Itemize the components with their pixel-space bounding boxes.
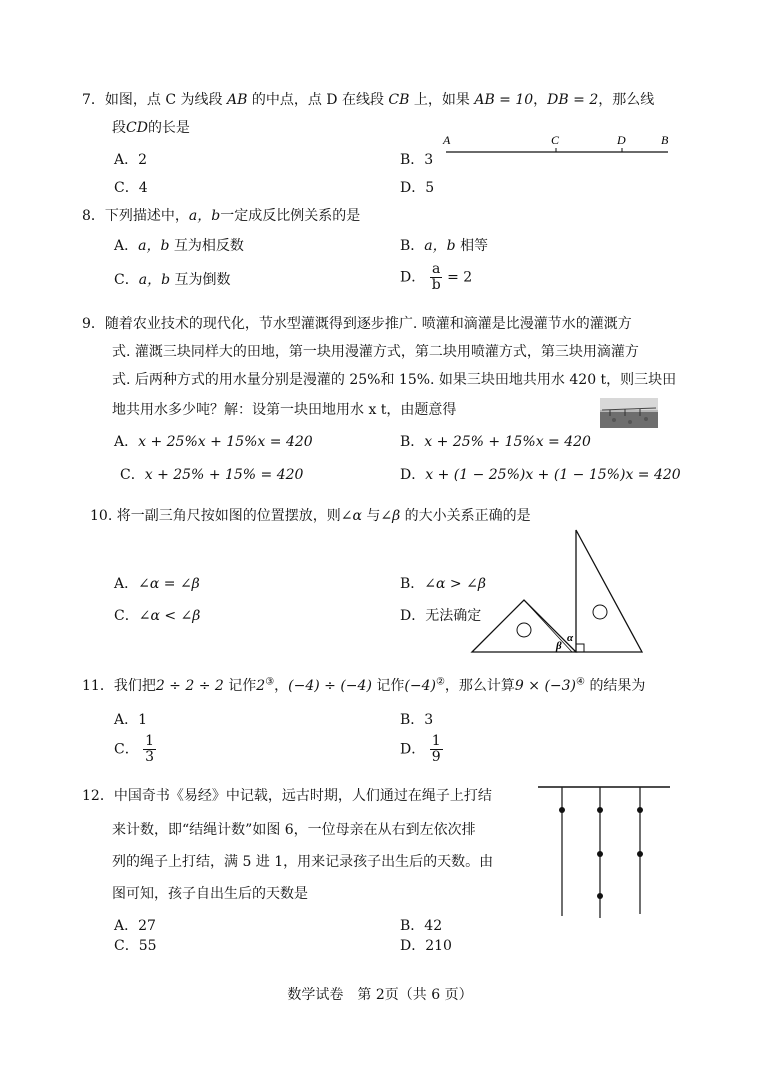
q7-point-b: B [661, 133, 669, 147]
q10-triangles-diagram [468, 526, 658, 656]
q7-cb: CB [388, 92, 410, 108]
q11-option-c [114, 734, 156, 765]
q7-point-d: D [617, 133, 626, 147]
q9-line3: 式. 后两种方式的用水量分别是漫灌的 25%和 15%. 如果三块田地共用水 420 t，则三块田 [112, 372, 677, 388]
q10-label: A． [114, 576, 139, 592]
q11-text: 的结果为 [589, 678, 646, 694]
q11-frac-den: 9 [431, 749, 441, 765]
q11-option-a: A．1 [114, 712, 148, 728]
knot-icon [637, 807, 643, 813]
q8-stem [82, 206, 360, 226]
q11-frac-den: 3 [145, 749, 155, 765]
q8-text: 相等 [460, 238, 489, 254]
q9-label: A． [114, 434, 139, 450]
q10-label: B． [400, 576, 425, 592]
q7-point-a: A [443, 133, 451, 147]
q9-line4: 地共用水多少吨？解：设第一块田地用水 x t，由题意得 [112, 402, 457, 418]
q8-text: 互为倒数 [174, 272, 231, 288]
q11-expr: (−4) [404, 678, 436, 694]
knot-icon [597, 893, 603, 899]
q8-label: B． [400, 238, 425, 254]
q8-text: 一定成反比例关系的是 [220, 208, 361, 224]
q11-sup: ② [435, 676, 445, 688]
q7-option-c: C．4 [114, 180, 148, 196]
q11-frac-num: 1 [431, 733, 441, 749]
q7-text: 上，如果 [413, 92, 470, 108]
q12-line1: 12．中国奇书《易经》中记载，远古时期，人们通过在绳子上打结 [82, 788, 492, 804]
q8-eq: = 2 [447, 269, 473, 286]
irrigation-photo [600, 398, 658, 428]
q11-sup: ④ [576, 676, 585, 688]
q11-expr: 9 × (−3) [514, 678, 577, 694]
q9-label: D． [400, 467, 426, 483]
q10-option-c [114, 606, 200, 626]
q11-sup: ③ [265, 676, 275, 688]
q11-fraction-d [430, 734, 443, 765]
q10-option-a [114, 574, 200, 594]
q7-segment-diagram [440, 132, 680, 162]
q11-label: C． [114, 741, 139, 758]
q7-text: 7．如图，点 C 为线段 [82, 92, 223, 108]
q7-eq1: AB = 10 [474, 92, 534, 108]
q11-expr: 2 ÷ 2 ÷ 2 [155, 678, 224, 694]
q7-option-b: B．3 [400, 152, 434, 168]
q12-option-c: C．55 [114, 938, 157, 954]
q10-option-d: D．无法确定 [400, 608, 482, 624]
q8-var: a，b [424, 238, 456, 254]
q7-option-a: A．2 [114, 152, 148, 168]
q9-option-b [400, 432, 591, 452]
q9-label: B． [400, 434, 425, 450]
q8-frac-den: b [431, 277, 441, 293]
q7-eq2: DB = 2 [547, 92, 599, 108]
page-footer: 数学试卷 第 2页（共 6 页） [287, 987, 473, 1003]
q9-line2: 式. 灌溉三块同样大的田地，第一块用漫灌方式，第二块用喷灌方式，第三块用滴灌方 [112, 344, 639, 360]
q8-option-c [114, 270, 230, 290]
q8-label: C． [114, 272, 139, 288]
knot-rope-diagram [536, 782, 672, 922]
q8-option-a [114, 236, 244, 256]
q11-text: 11．我们把 [82, 678, 156, 694]
q8-label: D． [400, 269, 426, 286]
q11-frac-num: 1 [145, 733, 155, 749]
q10-beta: β [392, 508, 401, 524]
q11-expr: (−4) ÷ (−4) [288, 678, 372, 694]
q8-label: A． [114, 238, 139, 254]
q7-cd: CD [126, 120, 148, 136]
q12-line4: 图可知，孩子自出生后的天数是 [112, 886, 308, 902]
q11-text: 记作 [228, 678, 257, 694]
q10-expr: ∠α = ∠β [138, 576, 200, 592]
q11-text: 记作 [376, 678, 405, 694]
q9-expr: x + 25% + 15%x = 420 [424, 434, 591, 450]
q10-expr: ∠α < ∠β [138, 608, 201, 624]
knot-icon [637, 851, 643, 857]
q8-frac-num: a [431, 261, 441, 277]
q8-text: 8．下列描述中， [82, 208, 189, 224]
q11-option-b: B．3 [400, 712, 434, 728]
q10-stem [90, 506, 531, 526]
q7-ab: AB [226, 92, 248, 108]
q9-label: C． [120, 467, 145, 483]
q12-line2: 来计数，即“结绳计数”如图 6，一位母亲在从右到左依次排 [112, 822, 476, 838]
q10-label: C． [114, 608, 139, 624]
q7-option-d: D．5 [400, 180, 435, 196]
q10-expr: ∠α > ∠β [424, 576, 486, 592]
q11-text: ， [274, 678, 289, 694]
q7-text: ， [533, 92, 548, 108]
q7-line1 [82, 90, 654, 110]
q7-text: 的长是 [147, 120, 190, 136]
q8-option-d [400, 262, 472, 293]
q9-line1: 9．随着农业技术的现代化，节水型灌溉得到逐步推广. 喷灌和滴灌是比漫灌节水的灌溉方 [82, 316, 632, 332]
q7-text: 的中点，点 D 在线段 [251, 92, 384, 108]
q10-diagram-beta: β [556, 640, 562, 652]
q11-expr: 2 [256, 678, 266, 694]
q10-diagram-alpha: α [567, 632, 574, 644]
q7-line2 [112, 118, 190, 138]
q11-label: D． [400, 741, 426, 758]
q11-text: ，那么计算 [444, 678, 515, 694]
q8-text: 互为相反数 [173, 238, 244, 254]
q10-text: 与∠ [366, 508, 393, 524]
knot-icon [597, 807, 603, 813]
knot-icon [597, 851, 603, 857]
q9-option-d [400, 465, 681, 485]
q8-fraction [430, 262, 443, 293]
q7-text: ，那么线 [598, 92, 655, 108]
q7-text: 段 [112, 120, 126, 136]
q10-alpha: α [352, 508, 362, 524]
q7-point-c: C [551, 133, 560, 147]
q9-option-a [114, 432, 313, 452]
q8-var: a，b [138, 272, 171, 288]
q9-expr: x + (1 − 25%)x + (1 − 15%)x = 420 [425, 467, 681, 483]
q12-option-d: D．210 [400, 938, 452, 954]
q8-var: a，b [188, 208, 221, 224]
q12-option-a: A．27 [114, 918, 156, 934]
q12-option-b: B．42 [400, 918, 443, 934]
q9-option-c [120, 465, 303, 485]
q8-var: a，b [138, 238, 170, 254]
q12-line3: 列的绳子上打结，满 5 进 1，用来记录孩子出生后的天数。由 [112, 854, 494, 870]
q11-option-d [400, 734, 443, 765]
q11-fraction-c [143, 734, 156, 765]
q11-stem [82, 676, 645, 696]
q10-text: 的大小关系正确的是 [404, 508, 531, 524]
q10-text: 10. 将一副三角尺按如图的位置摆放，则∠ [90, 508, 353, 524]
q8-option-b [400, 236, 488, 256]
q9-expr: x + 25% + 15% = 420 [144, 467, 304, 483]
q9-expr: x + 25%x + 15%x = 420 [138, 434, 313, 450]
knot-icon [559, 807, 565, 813]
